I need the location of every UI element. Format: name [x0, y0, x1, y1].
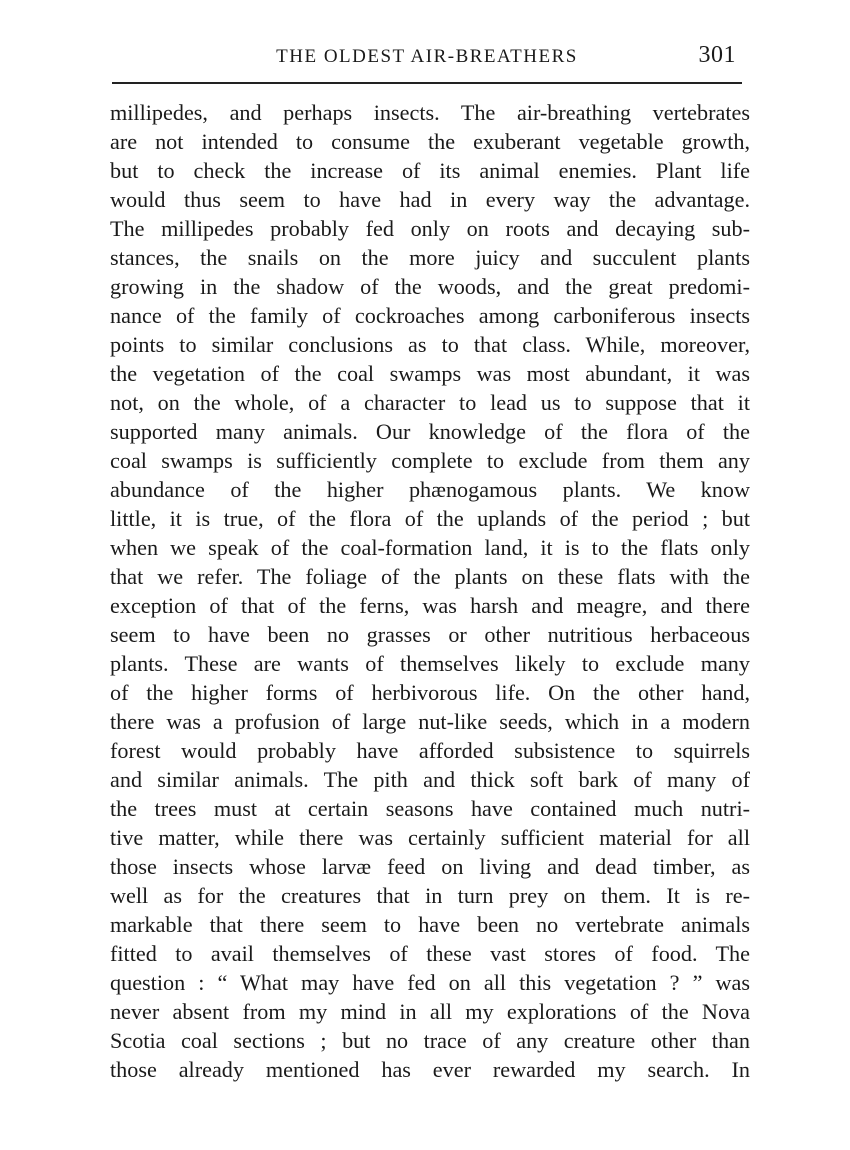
text-line: seem to have been no grasses or other nutritious herbaceous	[110, 622, 750, 647]
text-line: fitted to avail themselves of these vast stores of food. The	[110, 941, 750, 966]
text-line: points to similar conclusions as to that class. While, moreover,	[110, 332, 750, 357]
text-line: are not intended to consume the exuberant vegetable growth,	[110, 129, 750, 154]
text-line: the trees must at certain seasons have contained much nutri-	[110, 796, 750, 821]
running-head	[112, 42, 742, 76]
text-line: abundance of the higher phænogamous plants. We know	[110, 477, 750, 502]
text-line: plants. These are wants of themselves likely to exclude many	[110, 651, 750, 676]
text-line: but to check the increase of its animal enemies. Plant life	[110, 158, 750, 183]
page-number: 301	[698, 42, 736, 68]
text-line: question : “ What may have fed on all this vegetation ? ” was	[110, 970, 750, 995]
text-line: millipedes, and perhaps insects. The air-breathing vertebrates	[110, 100, 750, 125]
text-line: the vegetation of the coal swamps was most abundant, it was	[110, 361, 750, 386]
text-line: well as for the creatures that in turn prey on them. It is re-	[110, 883, 750, 908]
running-title: THE OLDEST AIR-BREATHERS	[276, 46, 578, 67]
text-line: exception of that of the ferns, was harsh and meagre, and there	[110, 593, 750, 618]
text-line: those insects whose larvæ feed on living and dead timber, as	[110, 854, 750, 879]
text-line: when we speak of the coal-formation land, it is to the flats only	[110, 535, 750, 560]
text-line: stances, the snails on the more juicy and succulent plants	[110, 245, 750, 270]
text-line: Scotia coal sections ; but no trace of any creature other than	[110, 1028, 750, 1053]
text-line: that we refer. The foliage of the plants on these flats with the	[110, 564, 750, 589]
text-line: would thus seem to have had in every way the advantage.	[110, 187, 750, 212]
text-line: supported many animals. Our knowledge of the flora of the	[110, 419, 750, 444]
text-line: coal swamps is sufficiently complete to exclude from them any	[110, 448, 750, 473]
text-line: growing in the shadow of the woods, and the great predomi-	[110, 274, 750, 299]
text-line: never absent from my mind in all my explorations of the Nova	[110, 999, 750, 1024]
text-line: those already mentioned has ever rewarded my search. In	[110, 1057, 750, 1082]
text-line: nance of the family of cockroaches among carboniferous insects	[110, 303, 750, 328]
text-line: forest would probably have afforded subsistence to squirrels	[110, 738, 750, 763]
text-line: little, it is true, of the flora of the uplands of the period ; but	[110, 506, 750, 531]
text-line: of the higher forms of herbivorous life. On the other hand,	[110, 680, 750, 705]
text-line: and similar animals. The pith and thick soft bark of many of	[110, 767, 750, 792]
text-line: markable that there seem to have been no vertebrate animals	[110, 912, 750, 937]
body-text	[110, 98, 750, 1084]
text-line: The millipedes probably fed only on roots and decaying sub-	[110, 216, 750, 241]
text-line: there was a profusion of large nut-like seeds, which in a modern	[110, 709, 750, 734]
text-line: tive matter, while there was certainly sufficient material for all	[110, 825, 750, 850]
header-rule	[112, 82, 742, 84]
text-line: not, on the whole, of a character to lead us to suppose that it	[110, 390, 750, 415]
